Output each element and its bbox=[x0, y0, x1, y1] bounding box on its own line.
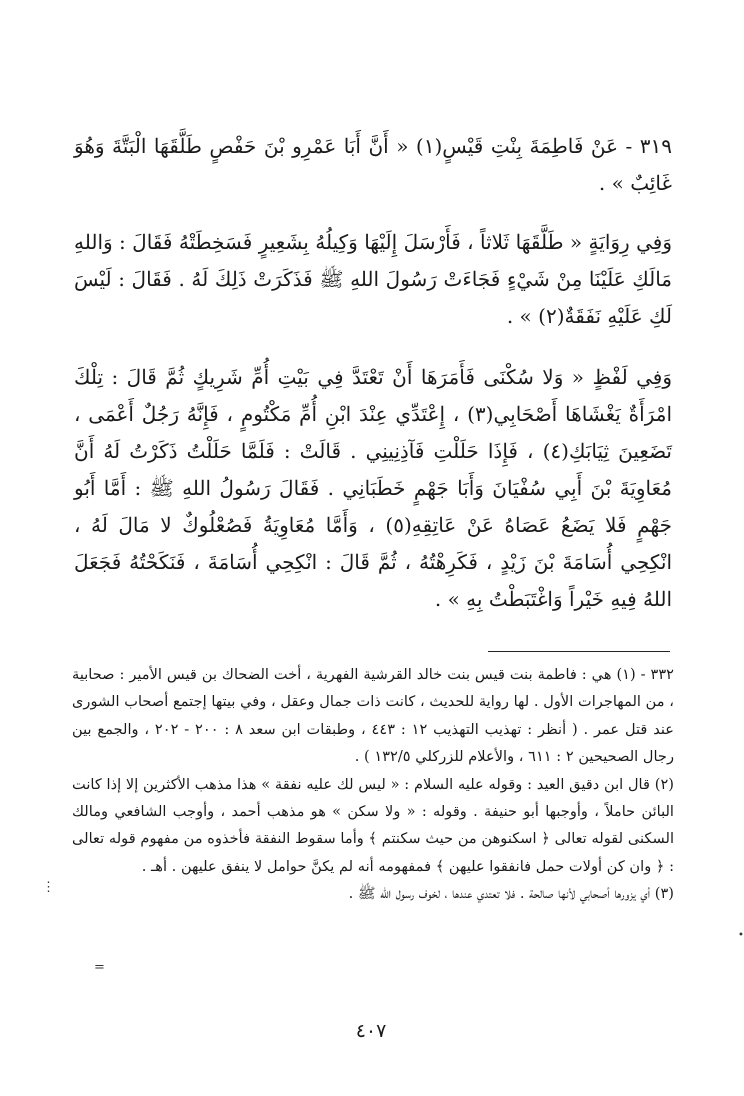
footnote-separator bbox=[488, 651, 670, 652]
footnote-2: (٢) قال ابن دقيق العيد : وقوله عليه السلام : « ليس لك عليه نفقة » هذا مذهب الأكثرين إلا إذا كانت البائن حاملاً ، وأوجبها أبو حنيفة . وقوله : « ولا سكن » هو مذهب أحمد ، وأوجب الشافعي ومالك السكنى لقوله تعالى ﴿ اسكنوهن من حيث سكنتم ﴾ وأما سقوط النفقة فأخذوه من مفهوم قوله تعالى : ﴿ وان كن أولات حمل فانفقوا عليهن ﴾ فمفهومه أنه لم يكنَّ حوامل لا ينفق عليهن . أهـ . bbox=[72, 775, 674, 875]
footnotes bbox=[72, 661, 674, 908]
margin-equals-icon: = bbox=[94, 960, 105, 975]
footnote-3: (٣) أي يزورها أصحابي لأنها صالحة . فلا تعتدي عندها ، لخوف رسول الله ﷺ . bbox=[348, 885, 674, 903]
hadith-text bbox=[74, 128, 672, 642]
hadith-paragraph-3: وَفِي لَفْظٍ « وَلا سُكْنَى فَأَمَرَهَا أَنْ تَعْتَدَّ فِي بَيْتِ أُمِّ شَرِيكٍ ثُمَّ قَالَ : تِلْكَ امْرَأَةٌ يَغْشَاهَا أَصْحَابِي(٣) ، إِعْتَدِّي عِنْدَ ابْنِ أُمِّ مَكْتُومٍ ، فَإِنَّهُ رَجُلٌ أَعْمَى ، تَضَعِينَ ثِيَابَكِ(٤) ، فَإِذَا حَلَلْتِ فَآذِنِينِي . قَالَتْ : فَلَمَّا حَلَلْتُ ذَكَرْتُ لَهُ أَنَّ مُعَاوِيَةَ بْنَ أَبِي سُفْيَانَ وَأَبَا جَهْمٍ خَطَبَانِي . فَقَالَ رَسُولُ اللهِ ﷺ : أَمَّا أَبُو جَهْمٍ فَلا يَضَعُ عَصَاهُ عَنْ عَاتِقِهِ(٥) ، وَأَمَّا مُعَاوِيَةُ فَصُعْلُوكٌ لا مَالَ لَهُ ، انْكِحِي أُسَامَةَ بْنَ زَيْدٍ ، فَكَرِهْتُهُ ، ثُمَّ قَالَ : انْكِحِي أُسَامَةَ ، فَنَكَحْتُهُ فَجَعَلَ اللهُ فِيهِ خَيْراً وَاغْتَبَطْتُ بِهِ » . bbox=[74, 365, 673, 611]
page-number: ٤٠٧ bbox=[355, 1020, 387, 1042]
margin-dot-icon: • bbox=[738, 930, 744, 941]
hadith-paragraph-2: وَفِي رِوَايَةٍ « طَلَّقَهَا ثَلاثاً ، فَأَرْسَلَ إِلَيْهَا وَكِيلُهُ بِشَعِيرٍ فَسَخِطَتْهُ فَقَالَ : وَاللهِ مَالَكِ عَلَيْنَا مِنْ شَيْءٍ فَجَاءَتْ رَسُولَ اللهِ ﷺ فَذَكَرَتْ ذَلِكَ لَهُ . فَقَالَ : لَيْسَ لَكِ عَلَيْهِ نَفَقَةٌ(٢) » . bbox=[74, 230, 672, 328]
hadith-paragraph-1: ٣١٩ - عَنْ فَاطِمَةَ بِنْتِ قَيْسٍ(١) « أَنَّ أَبَا عَمْرِو بْنَ حَفْصٍ طَلَّقَهَا الْبَتَّةَ وَهُوَ غَائِبٌ » . bbox=[74, 134, 672, 195]
margin-mark-icon: ⋮ bbox=[42, 880, 55, 895]
footnote-1: ٣٣٢ - (١) هي : فاطمة بنت قيس بنت خالد القرشية الفهرية ، أخت الضحاك بن قيس الأمير : صحابية ، من المهاجرات الأول . لها رواية للحديث ، كانت ذات جمال وعقل ، وفي بيتها إجتمع أصحاب الشورى عند قتل عمر . ( أنظر : تهذيب التهذيب ١٢ : ٤٤٣ ، وطبقات ابن سعد ٨ : ٢٠٠ - ٢٠٢ ، والجمع بين رجال الصحيحين ٢ : ٦١١ ، والأعلام للزركلي ١٣٢/٥ ) . bbox=[72, 666, 674, 766]
